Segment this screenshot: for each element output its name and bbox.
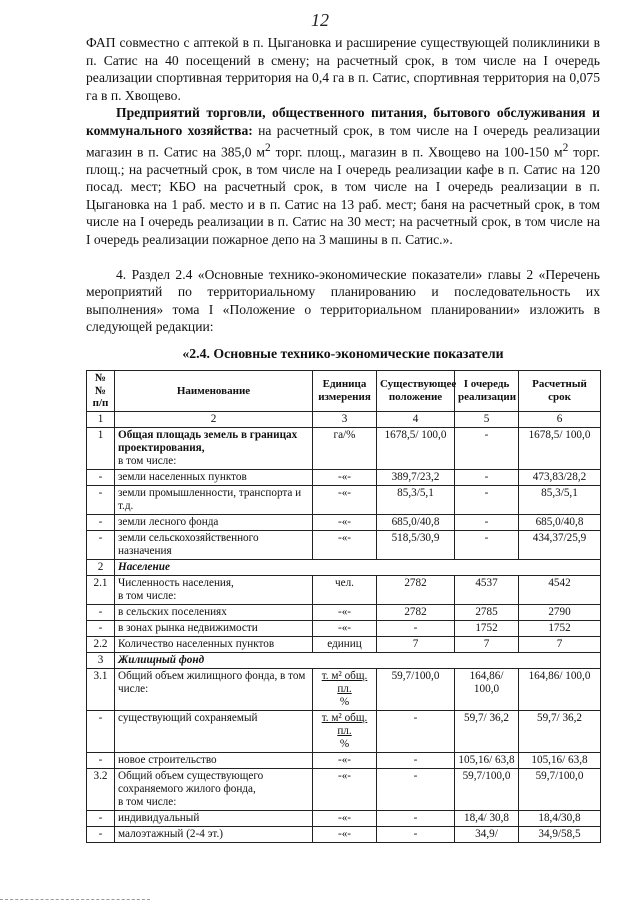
cell-name <box>115 575 313 604</box>
table-row <box>87 710 601 752</box>
cell-unit: -«- <box>313 604 377 620</box>
cell-final: 85,3/5,1 <box>519 485 601 514</box>
table-row <box>87 530 601 559</box>
table-row <box>87 636 601 652</box>
cell-final: 685,0/40,8 <box>519 514 601 530</box>
cell-name-text: Общая площадь земель в границах проектирования, <box>118 428 298 454</box>
cell-name-text: Количество населенных пунктов <box>118 637 275 650</box>
cell-name-text: существующий сохраняемый <box>118 711 258 724</box>
paragraph-2-part-b: торг. площ., магазин в п. Хвощево на 100-150 м <box>270 144 563 160</box>
cell-name <box>115 427 313 469</box>
paragraph-2 <box>86 104 600 248</box>
col-number: 3 <box>313 411 377 427</box>
table-row <box>87 668 601 710</box>
paragraph-2-part-a: на расчетный срок, в том числе на I очередь реализации магазин в п. Сатис на 385,0 м <box>86 122 600 160</box>
cell-existing: 1678,5/ 100,0 <box>377 427 455 469</box>
cell-name-text: Общий объем существующего сохраняемого жилого фонда, <box>118 769 264 795</box>
cell-first-stage: 7 <box>455 636 519 652</box>
cell-first-stage: 34,9/ <box>455 826 519 842</box>
cell-name <box>115 810 313 826</box>
cell-num: - <box>87 752 115 768</box>
cell-existing: 7 <box>377 636 455 652</box>
cell-name-text: земли населенных пунктов <box>118 470 247 483</box>
cell-name <box>115 768 313 810</box>
cell-final: 7 <box>519 636 601 652</box>
cell-existing: - <box>377 620 455 636</box>
cell-unit: -«- <box>313 620 377 636</box>
cell-num: 2.2 <box>87 636 115 652</box>
cell-unit: -«- <box>313 485 377 514</box>
cell-existing: 85,3/5,1 <box>377 485 455 514</box>
col-number: 5 <box>455 411 519 427</box>
cell-first-stage: 4537 <box>455 575 519 604</box>
cell-num: - <box>87 530 115 559</box>
paragraph-3: 4. Раздел 2.4 «Основные технико-экономические показатели» главы 2 «Перечень мероприятий по территориальному планированию и последовательность их выполнения» тома I «Положение о территориальном планировании» изложить в следующей редакции: <box>86 266 600 335</box>
cell-unit-part: % <box>339 737 350 750</box>
cell-unit: -«- <box>313 752 377 768</box>
cell-final: 34,9/58,5 <box>519 826 601 842</box>
cell-final: 59,7/100,0 <box>519 768 601 810</box>
cell-unit: -«- <box>313 768 377 810</box>
cell-name <box>115 604 313 620</box>
header-existing: Существующее положение <box>377 371 455 412</box>
cell-existing: - <box>377 752 455 768</box>
cell-num: - <box>87 710 115 752</box>
cell-num: 3.1 <box>87 668 115 710</box>
indicators-table-wrapper <box>86 370 600 843</box>
cell-name-text: земли лесного фонда <box>118 515 219 528</box>
cell-existing: 389,7/23,2 <box>377 469 455 485</box>
cell-name-text: в зонах рынка недвижимости <box>118 621 258 634</box>
cell-name-text: малоэтажный (2-4 эт.) <box>118 827 223 840</box>
cell-name <box>115 710 313 752</box>
cell-existing: - <box>377 710 455 752</box>
cell-name-text: новое строительство <box>118 753 217 766</box>
cell-num: - <box>87 810 115 826</box>
cell-num: 3 <box>87 652 115 668</box>
cell-name-text: в сельских поселениях <box>118 605 227 618</box>
cell-name <box>115 668 313 710</box>
cell-first-stage: 2785 <box>455 604 519 620</box>
cell-existing: - <box>377 768 455 810</box>
header-first-stage: I очередь реализации <box>455 371 519 412</box>
cell-num: - <box>87 485 115 514</box>
cell-name <box>115 514 313 530</box>
table-header-row <box>87 371 601 412</box>
cell-unit: чел. <box>313 575 377 604</box>
cell-final: 4542 <box>519 575 601 604</box>
cell-final: 18,4/30,8 <box>519 810 601 826</box>
cell-name <box>115 826 313 842</box>
cell-first-stage: 18,4/ 30,8 <box>455 810 519 826</box>
table-row <box>87 826 601 842</box>
cell-first-stage: 1752 <box>455 620 519 636</box>
table-row <box>87 469 601 485</box>
cell-name-text: Численность населения, <box>118 576 234 589</box>
table-row <box>87 514 601 530</box>
cell-first-stage: 164,86/ 100,0 <box>455 668 519 710</box>
header-name: Наименование <box>115 371 313 412</box>
cell-num: - <box>87 620 115 636</box>
cell-name <box>115 620 313 636</box>
indicators-table <box>86 370 601 843</box>
paragraph-1: ФАП совместно с аптекой в п. Цыгановка и расширение существующей поликлиники в п. Сатис на 40 посещений в смену; на расчетный срок, в том числе на I очередь реализации спортивная территория на 0,4 га в п. Сатис, спортивная территория на 0,075 га в п. Хвощево. <box>86 35 600 103</box>
page-number: 12 <box>311 10 329 30</box>
cell-name-text: индивидуальный <box>118 811 200 824</box>
header-final: Расчетный срок <box>519 371 601 412</box>
page-bottom-line <box>0 899 150 900</box>
cell-section-name: Население <box>115 559 601 575</box>
table-row <box>87 752 601 768</box>
cell-unit: единиц <box>313 636 377 652</box>
cell-name-sub: в том числе: <box>118 795 177 808</box>
cell-existing: - <box>377 826 455 842</box>
cell-name-sub: в том числе: <box>118 454 177 467</box>
cell-name <box>115 752 313 768</box>
cell-final: 434,37/25,9 <box>519 530 601 559</box>
cell-first-stage: - <box>455 485 519 514</box>
cell-name-text: Общий объем жилищного фонда, в том числе: <box>118 669 306 695</box>
cell-unit <box>313 668 377 710</box>
table-row <box>87 575 601 604</box>
cell-existing: 2782 <box>377 575 455 604</box>
cell-num: - <box>87 826 115 842</box>
header-num: №№ п/п <box>87 371 115 412</box>
paragraph-2-bold-lead: Предприятий торговли, общественного питания, бытового обслуживания и коммунального хозяйства: <box>86 105 600 138</box>
cell-existing: 59,7/100,0 <box>377 668 455 710</box>
table-row <box>87 604 601 620</box>
cell-first-stage: 59,7/100,0 <box>455 768 519 810</box>
cell-final: 1752 <box>519 620 601 636</box>
cell-unit-part: % <box>339 695 350 708</box>
cell-final: 164,86/ 100,0 <box>519 668 601 710</box>
cell-unit: -«- <box>313 514 377 530</box>
table-row <box>87 559 601 575</box>
col-number: 4 <box>377 411 455 427</box>
table-row <box>87 485 601 514</box>
table-row <box>87 620 601 636</box>
cell-unit-part: пл. <box>337 682 352 695</box>
col-number: 6 <box>519 411 601 427</box>
cell-num: - <box>87 469 115 485</box>
cell-final: 473,83/28,2 <box>519 469 601 485</box>
col-number: 1 <box>87 411 115 427</box>
header-unit: Единица измерения <box>313 371 377 412</box>
paragraph-2-part-c: торг. площ.; на расчетный срок, в том числе на I очередь реализации кафе в п. Сатис на 120 посад. мест; КБО на расчетный срок, в том числе на I очередь реализации в п. Цыгановка на 1 раб. место и в п. Сатис на 13 раб. мест; баня на расчетный срок, в том числе на I очередь реализации в п. Сатис на 30 мест; на расчетный срок, в том числе на I очередь реализации пожарное депо на 3 машины в п. Сатис.». <box>86 144 600 248</box>
cell-section-name: Жилищный фонд <box>115 652 601 668</box>
cell-name <box>115 485 313 514</box>
cell-num: - <box>87 514 115 530</box>
cell-existing: - <box>377 810 455 826</box>
cell-unit-part: пл. <box>337 724 352 737</box>
cell-existing: 685,0/40,8 <box>377 514 455 530</box>
cell-unit-part: т. м² общ. <box>321 711 368 724</box>
cell-num: 3.2 <box>87 768 115 810</box>
col-number: 2 <box>115 411 313 427</box>
cell-unit: -«- <box>313 530 377 559</box>
cell-existing: 2782 <box>377 604 455 620</box>
cell-num: - <box>87 604 115 620</box>
cell-num: 1 <box>87 427 115 469</box>
cell-num: 2.1 <box>87 575 115 604</box>
cell-unit-part: т. м² общ. <box>321 669 368 682</box>
superscript-2: 2 <box>562 141 569 154</box>
cell-name <box>115 530 313 559</box>
table-row <box>87 427 601 469</box>
table-row <box>87 652 601 668</box>
table-row <box>87 768 601 810</box>
cell-final: 2790 <box>519 604 601 620</box>
cell-unit <box>313 710 377 752</box>
cell-first-stage: 105,16/ 63,8 <box>455 752 519 768</box>
table-row <box>87 810 601 826</box>
cell-num: 2 <box>87 559 115 575</box>
cell-unit: -«- <box>313 810 377 826</box>
cell-final: 59,7/ 36,2 <box>519 710 601 752</box>
cell-existing: 518,5/30,9 <box>377 530 455 559</box>
cell-final: 1678,5/ 100,0 <box>519 427 601 469</box>
cell-name <box>115 469 313 485</box>
cell-unit: -«- <box>313 826 377 842</box>
cell-first-stage: - <box>455 427 519 469</box>
cell-final: 105,16/ 63,8 <box>519 752 601 768</box>
cell-first-stage: - <box>455 469 519 485</box>
cell-name-text: земли промышленности, транспорта и т.д. <box>118 486 302 512</box>
cell-unit: га/% <box>313 427 377 469</box>
cell-name-text: земли сельскохозяйственного назначения <box>118 531 259 557</box>
table-title: «2.4. Основные технико-экономические показатели <box>182 346 504 361</box>
column-number-row <box>87 411 601 427</box>
cell-name <box>115 636 313 652</box>
superscript-2: 2 <box>265 141 271 154</box>
cell-first-stage: 59,7/ 36,2 <box>455 710 519 752</box>
cell-first-stage: - <box>455 530 519 559</box>
cell-first-stage: - <box>455 514 519 530</box>
body-text <box>86 34 600 336</box>
table-body <box>87 427 601 842</box>
cell-name-sub: в том числе: <box>118 589 177 602</box>
cell-unit: -«- <box>313 469 377 485</box>
